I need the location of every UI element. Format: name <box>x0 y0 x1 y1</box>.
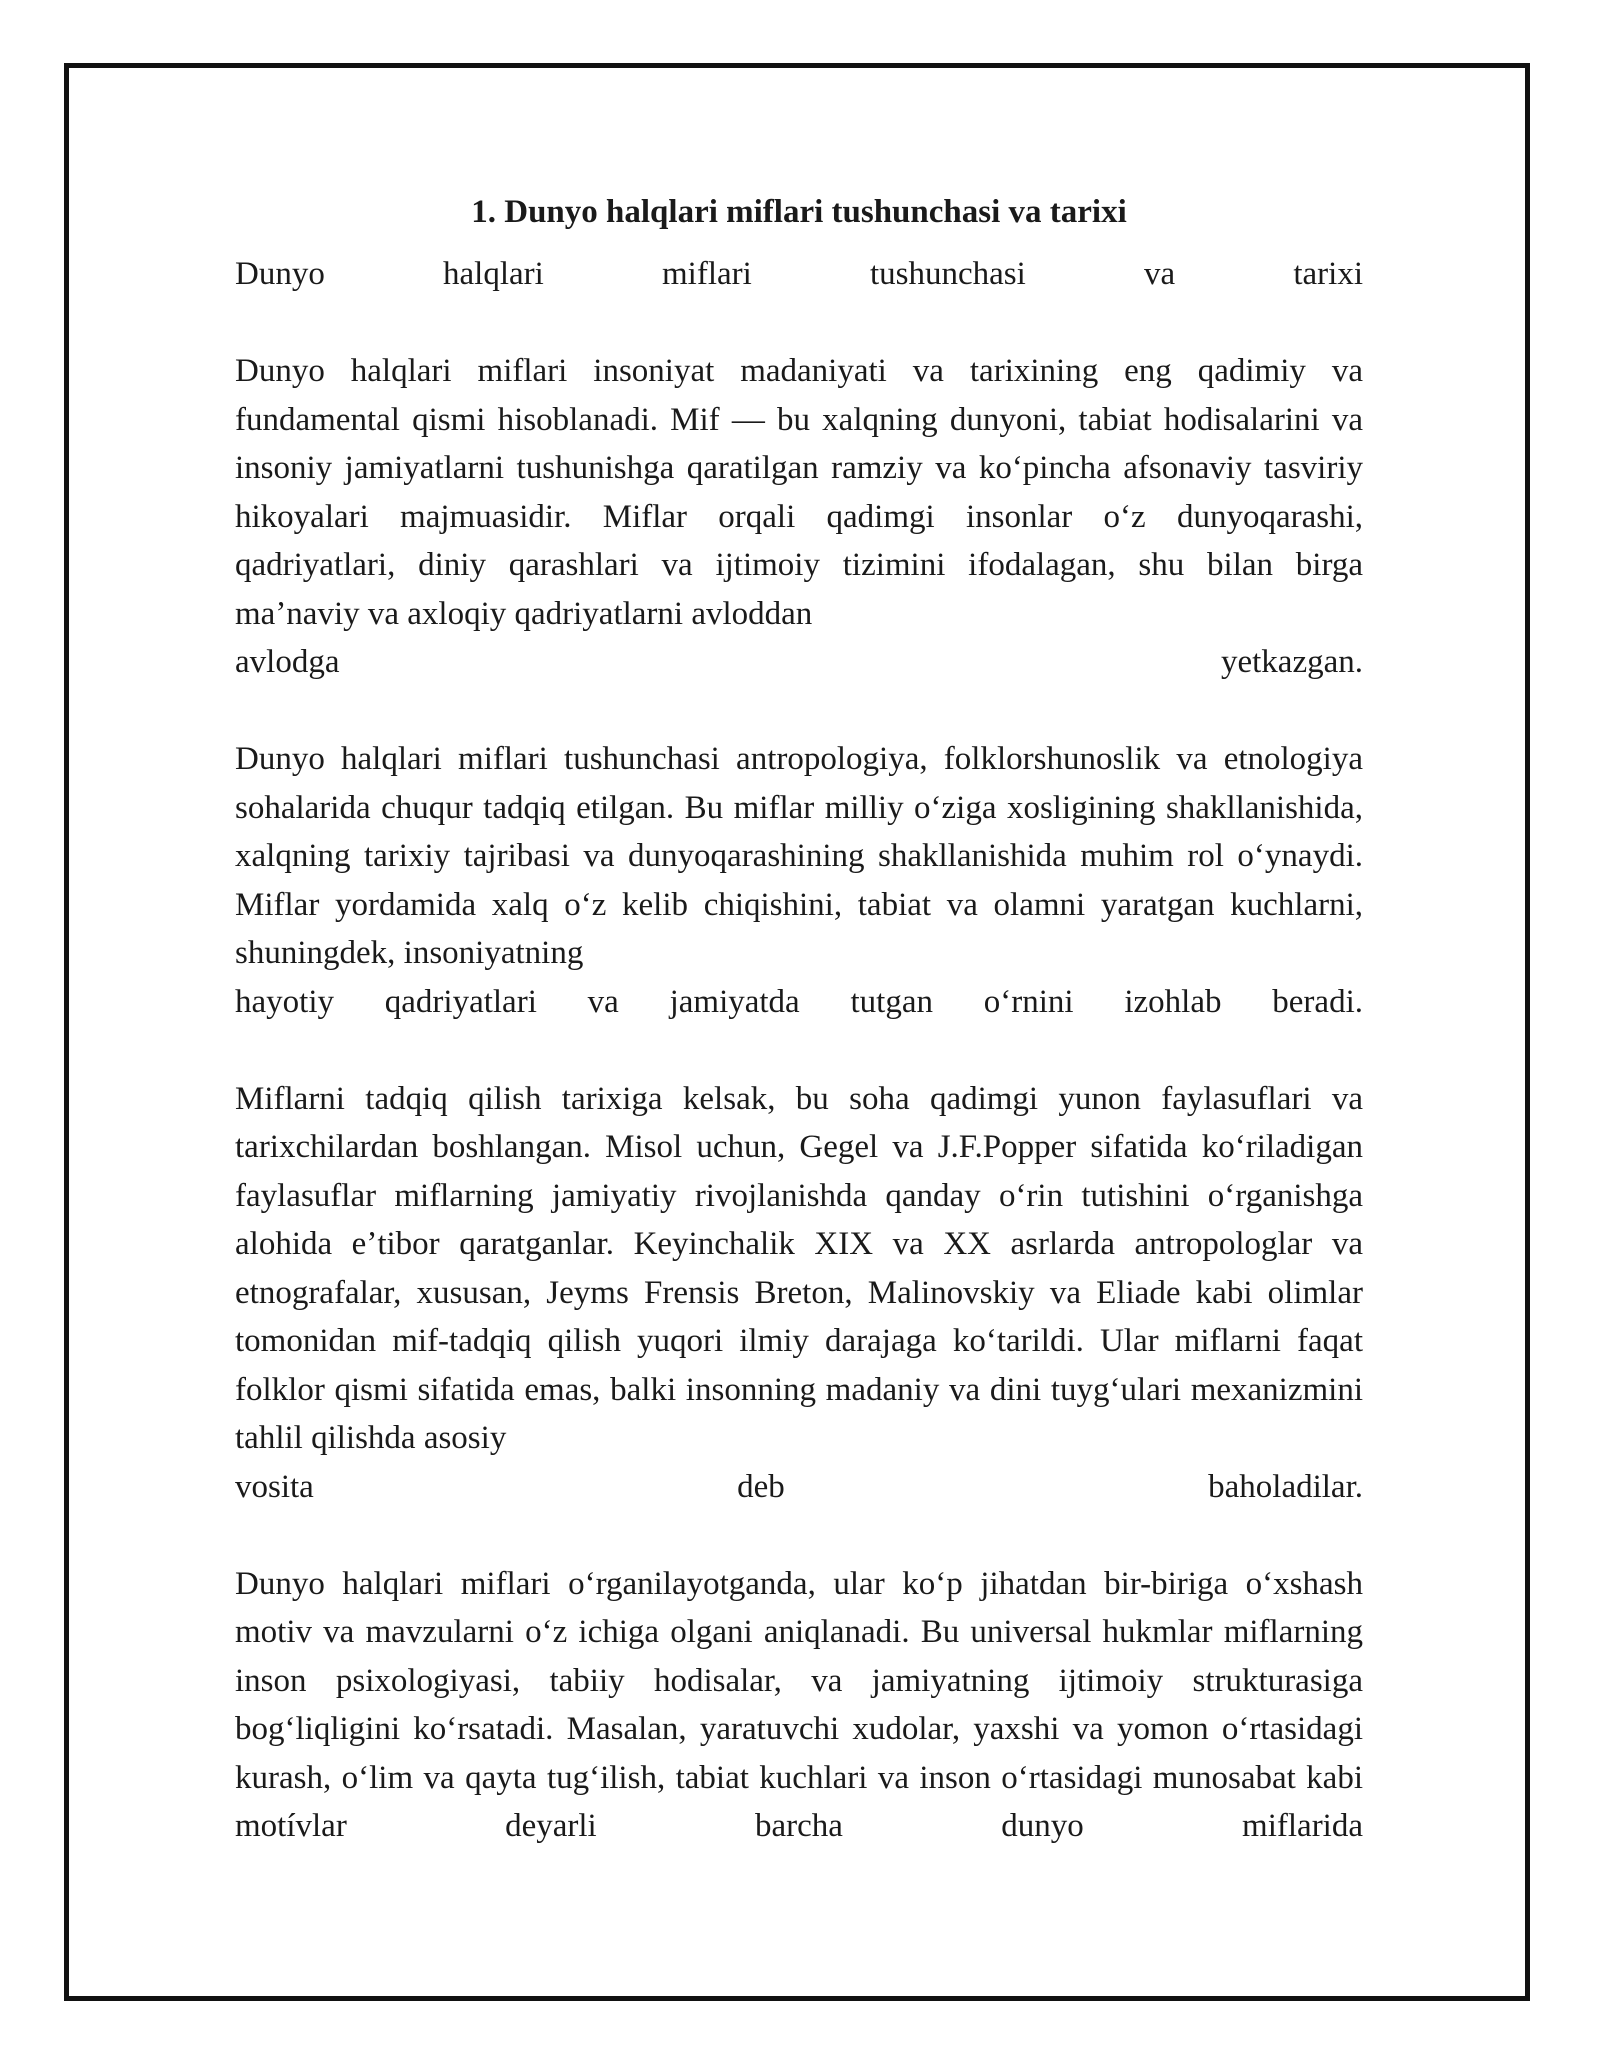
paragraph-spacer <box>235 687 1363 736</box>
document-body <box>235 184 1363 1851</box>
paragraph-3-body: Miflarni tadqiq qilish tarixiga kelsak, bu soha qadimgi yunon faylasuflari va tarixchilardan boshlangan. Misol uchun, Gegel va J.F.Popper sifatida koʻriladigan faylasuflar miflarning jamiyatiy rivojlanishda qanday oʻrin tutishini oʻrganishga alohida eʼtibor qaratganlar. Keyinchalik XIX va XX asrlarda antropologlar va etnografalar, xususan, Jeyms Frensis Breton, Malinovskiy va Eliade kabi olimlar tomonidan mif-tadqiq qilish yuqori ilmiy darajaga koʻtarildi. Ular miflarni faqat folklor qismi sifatida emas, balki insonning madaniy va dini tuygʻulari mexanizmini tahlil qilishda asosiy <box>235 1080 1363 1456</box>
paragraph-3 <box>235 1075 1363 1512</box>
paragraph-3-last-line: vosita deb baholadilar. <box>235 1468 1363 1505</box>
document-subtitle: Dunyo halqlari miflari tushunchasi va tarixi <box>235 256 1363 292</box>
paragraph-spacer <box>235 299 1363 348</box>
paragraph-1 <box>235 347 1363 687</box>
paragraph-4 <box>235 1560 1363 1851</box>
paragraph-2 <box>235 735 1363 1026</box>
paragraph-spacer <box>235 1026 1363 1075</box>
paragraph-1-last-line: avlodga yetkazgan. <box>235 644 1363 680</box>
paragraph-2-last-line: hayotiy qadriyatlari va jamiyatda tutgan oʻrnini izohlab beradi. <box>235 983 1363 1020</box>
paragraph-spacer <box>235 1511 1363 1560</box>
document-title: 1. Dunyo halqlari miflari tushunchasi va tarixi <box>471 194 1127 230</box>
paragraph-1-body: Dunyo halqlari miflari insoniyat madaniyati va tarixining eng qadimiy va fundamental qismi hisoblanadi. Mif — bu xalqning dunyoni, tabiat hodisalarini va insoniy jamiyatlarni tushunishga qaratilgan ramziy va koʻpincha afsonaviy tasviriy hikoyalari majmuasidir. Miflar orqali qadimgi insonlar oʻz dunyoqarashi, qadriyatlari, diniy qarashlari va ijtimoiy tizimini ifodalagan, shu bilan birga maʼnaviy va axloqiy qadriyatlarni avloddan <box>235 353 1363 632</box>
paragraph-4-body: Dunyo halqlari miflari oʻrganilayotganda, ular koʻp jihatdan bir-biriga oʻxshash motiv va mavzularni oʻz ichiga olgani aniqlanadi. Bu universal hukmlar miflarning inson psixologiyasi, tabiiy hodisalar, va jamiyatning ijtimoiy strukturasiga bogʻliqligini koʻrsatadi. Masalan, yaratuvchi xudolar, yaxshi va yomon oʻrtasidagi kurash, oʻlim va qayta tugʻilish, tabiat kuchlari va inson oʻrtasidagi munosabat kabi motívlar deyarli barcha dunyo miflarida <box>235 1565 1363 1844</box>
paragraph-2-body: Dunyo halqlari miflari tushunchasi antropologiya, folklorshunoslik va etnologiya sohalarida chuqur tadqiq etilgan. Bu miflar milliy oʻziga xosligining shakllanishida, xalqning tarixiy tajribasi va dunyoqarashining shakllanishida muhim rol oʻynaydi. Miflar yordamida xalq oʻz kelib chiqishini, tabiat va olamni yaratgan kuchlarni, shuningdek, insoniyatning <box>235 741 1363 971</box>
